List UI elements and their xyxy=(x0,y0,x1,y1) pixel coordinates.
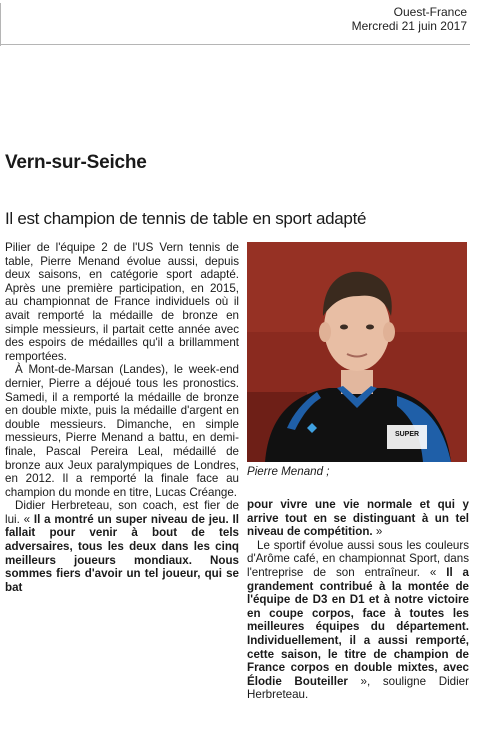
quote-continued-bold: pour vivre une vie normale et qui y arrive tout en se distinguant à un tel niveau de compétition. xyxy=(247,498,469,539)
shirt-sponsor-text: SUPER xyxy=(394,431,420,438)
article-column-1 xyxy=(5,241,239,594)
masthead xyxy=(352,5,467,33)
header-divider-tick xyxy=(0,3,1,46)
club-quote-lead: Le sportif évolue aussi sous les couleurs d'Arôme café, en championnat Sport, dans l'entreprise de son entraîneur. « xyxy=(247,538,469,579)
article-column-2 xyxy=(247,498,469,702)
club-quote-end: », souligne Didier Herbreteau. xyxy=(247,674,469,702)
paragraph-results: À Mont-de-Marsan (Landes), le week-end dernier, Pierre a déjoué tous les pronostics. Samedi, il a remporté la médaille de bronze en double mixte, puis la médaille d'argent en double messieurs. Dimanche, en simple messieurs, Pierre Menand a battu, en demi-finale, Pascal Pereira Leal, médaillé de bronze aux Jeux paralympiques de Londres, en 2012. Il a remporté la finale face au champion du monde en titre, Lucas Créange. xyxy=(5,363,239,499)
player-photo-illustration xyxy=(247,242,467,462)
article-headline: Il est champion de tennis de table en sport adapté xyxy=(5,209,367,228)
publication-name: Ouest-France xyxy=(393,5,467,19)
player-photo xyxy=(247,242,467,462)
paragraph-club-quote xyxy=(247,539,469,702)
paragraph-intro: Pilier de l'équipe 2 de l'US Vern tennis de table, Pierre Menand évolue aussi, depuis deux saisons, en catégorie sport adapté. Après une première participation, en 2015, au championnat de France individuels où il avait remporté la médaille de bronze en simple messieurs, il partait cette année avec des espoirs de médailles qu'il a brillamment remportées. xyxy=(5,241,239,363)
paragraph-quote-continued xyxy=(247,498,469,539)
paragraph-coach-quote xyxy=(5,499,239,594)
publication-date: Mercredi 21 juin 2017 xyxy=(351,19,467,33)
photo-caption: Pierre Menand ; xyxy=(247,465,330,478)
quote-continued-end: » xyxy=(372,525,383,539)
city-heading: Vern-sur-Seiche xyxy=(5,152,147,173)
coach-quote-bold: Il a montré un super niveau de jeu. Il fallait pour venir à bout de tels adversaires, tous les deux dans les cinq meilleurs joueurs mondiaux. Nous sommes fiers d'avoir un tel joueur, qui se bat xyxy=(5,512,239,594)
header-divider xyxy=(0,44,470,45)
coach-quote-lead: Didier Herbreteau, son coach, est fier de lui. « xyxy=(5,499,239,526)
club-quote-bold: Il a grandement contribué à la montée de l'équipe de D3 en D1 et à notre victoire en coupe corpos, face à toutes les meilleures équipes du département. Individuellement, il a aussi remporté, cette saison, le titre de champion de France corpos en double mixtes, avec Élodie Bouteiller xyxy=(247,565,469,688)
